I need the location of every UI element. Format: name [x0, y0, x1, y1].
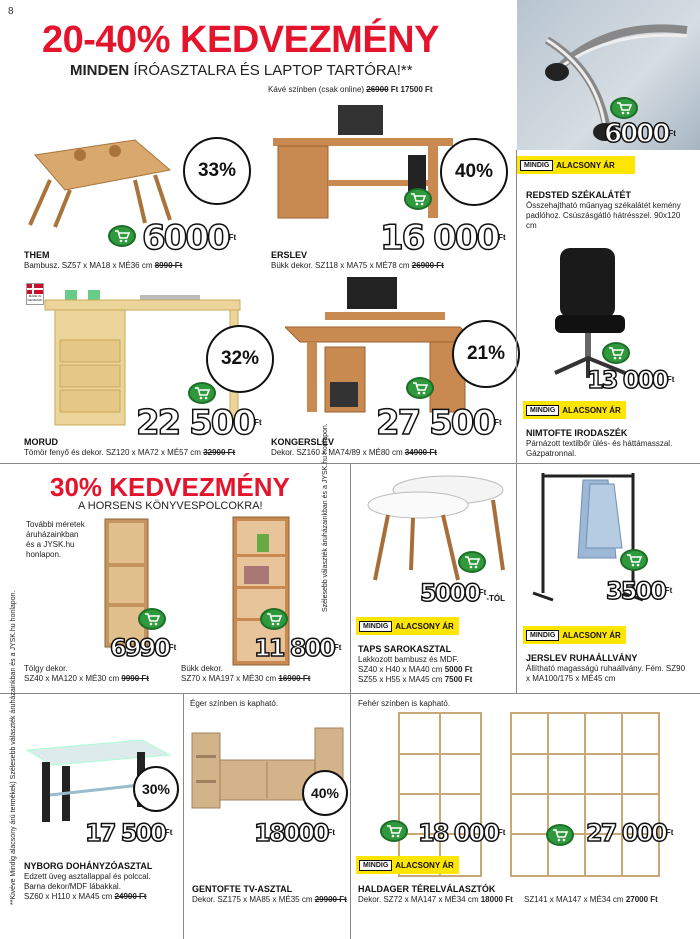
- erslev-desc: [271, 261, 444, 271]
- gentofte-note: Éger színben is kapható.: [190, 699, 279, 708]
- side-note-line: honlapon.: [26, 550, 62, 559]
- morud-old-price: 32900 Ft: [203, 448, 236, 457]
- haldager-b-image: [510, 712, 660, 877]
- them-dims: Bambusz. SZ57 x MA18 x MÉ36 cm: [24, 261, 155, 270]
- haldager-a-dims: Dekor. SZ72 x MA147 x MÉ34 cm: [358, 895, 481, 904]
- jerslev-price-value: 3500: [606, 577, 665, 605]
- cart-icon[interactable]: [404, 188, 432, 210]
- side-text-b: Szélesebb választék áruházainkban és a JYSK.hu honlapon.: [322, 423, 329, 612]
- gentofte-old-price: 29900 Ft: [314, 895, 347, 904]
- redsted-price-value: 6000: [604, 119, 669, 149]
- alacsony-label: ALACSONY ÁR: [395, 621, 454, 631]
- gentofte-discount: 40%: [310, 785, 340, 801]
- currency-label: Ft: [164, 828, 173, 837]
- alacsony-label: ALACSONY ÁR: [556, 160, 615, 170]
- mindig-label: MINDIG: [526, 630, 559, 641]
- currency-label: Ft: [665, 828, 674, 837]
- horsens-b-dims: SZ70 x MA197 x MÉ30 cm: [181, 674, 279, 683]
- horsens-b-old-price: 16900 Ft: [278, 674, 311, 683]
- divider: [183, 693, 184, 939]
- taps-price-1: 5000 Ft: [444, 665, 473, 674]
- haldager-b-price-text: 27000 Ft: [625, 895, 658, 904]
- erslev-price-value: 16 000: [380, 218, 499, 258]
- horsens-side-note: [26, 520, 96, 560]
- horsens-b-desc: [181, 664, 310, 684]
- erslev-dims: Bükk dekor. SZ118 x MA75 x MÉ78 cm: [271, 261, 412, 270]
- mindig-badge: [356, 856, 459, 874]
- horsens-b-material: Bükk dekor.: [181, 664, 223, 673]
- taps-price-2: 7500 Ft: [444, 675, 473, 684]
- jerslev-price: [606, 578, 672, 604]
- currency-label: Ft: [494, 418, 502, 427]
- them-old-price: 8990 Ft: [154, 261, 183, 270]
- currency-label: Ft: [254, 418, 262, 427]
- alacsony-label: ALACSONY ÁR: [562, 630, 621, 640]
- horsens-b-price: [254, 635, 341, 661]
- taps-name: TAPS SAROKASZTAL: [358, 644, 452, 654]
- them-price: [142, 220, 236, 256]
- haldager-a-price-text: 18000 Ft: [480, 895, 513, 904]
- currency-label: Ft: [498, 233, 506, 242]
- erslev-old-price: 26900 Ft: [411, 261, 444, 270]
- mindig-badge: [523, 626, 626, 644]
- jerslev-desc: Állítható magasságú ruhaállvány. Fém. SZ90 x MA100/175 x MÉ45 cm: [526, 664, 686, 683]
- redsted-name: REDSTED SZÉKALÁTÉT: [526, 190, 632, 200]
- gentofte-price-value: 18000: [254, 819, 328, 847]
- nimtofte-image: [545, 243, 645, 383]
- gentofte-dims: Dekor. SZ175 x MA85 x MÉ35 cm: [192, 895, 315, 904]
- side-text-a: **Kivéve Mindig alacsony árú termékek) Szélesebb választék áruházainkban és a JYSK.hu honlapon.: [10, 590, 17, 905]
- them-discount: 33%: [197, 160, 237, 181]
- cart-icon[interactable]: [138, 608, 166, 630]
- morud-price-value: 22 500: [136, 403, 255, 443]
- them-image: [25, 135, 175, 230]
- cart-icon[interactable]: [546, 824, 574, 846]
- them-discount-badge: [183, 137, 251, 205]
- currency-label: Ft: [168, 643, 177, 652]
- morud-discount: 32%: [220, 348, 260, 369]
- horsens-a-image: [104, 518, 149, 648]
- them-name: THEM: [24, 250, 50, 260]
- page-subtitle: [70, 62, 470, 80]
- erslev-name: ERSLEV: [271, 250, 308, 260]
- haldager-name: HALDAGER TÉRELVÁLASZTÓK: [358, 884, 496, 894]
- erslev-discount: 40%: [454, 161, 494, 182]
- morud-desc: [24, 448, 235, 458]
- erslev-discount-badge: [440, 138, 508, 206]
- currency-label: Ft: [497, 828, 506, 837]
- gentofte-discount-badge: [302, 770, 348, 816]
- nyborg-discount: 30%: [141, 781, 171, 797]
- nyborg-desc-2: Barna dekor/MDF lábakkal.: [24, 882, 121, 891]
- haldager-a-price-value: 18 000: [418, 819, 498, 847]
- currency-label: Ft: [666, 375, 675, 384]
- from-label: -TÓL: [486, 594, 506, 603]
- currency-label: Ft: [333, 643, 342, 652]
- haldager-a-image: [398, 712, 482, 877]
- gentofte-price: [254, 820, 335, 846]
- cart-icon[interactable]: [610, 97, 638, 119]
- jerslev-name: JERSLEV RUHAÁLLVÁNY: [526, 653, 638, 663]
- kongerslev-image: [285, 272, 475, 422]
- mindig-badge: [356, 617, 459, 635]
- currency-label: Ft: [478, 588, 487, 597]
- mindig-label: MINDIG: [359, 621, 392, 632]
- currency-label: Ft: [327, 828, 336, 837]
- nyborg-name: NYBORG DOHÁNYZÓASZTAL: [24, 861, 153, 871]
- subtitle-rest: ÍRÓASZTALRA ÉS LAPTOP TARTÓRA!**: [129, 62, 413, 79]
- cart-icon[interactable]: [602, 342, 630, 364]
- horsens-a-price-value: 6990: [110, 634, 169, 662]
- page-title: 20-40% KEDVEZMÉNY: [42, 19, 439, 61]
- kongerslev-dims: Dekor. SZ160 x MA74/89 x MÉ80 cm: [271, 448, 405, 457]
- subtitle-bold: MINDEN: [70, 62, 130, 79]
- taps-size-1: SZ40 x H40 x MA40 cm: [358, 665, 445, 674]
- side-note-line: áruházainkban: [26, 530, 79, 539]
- nimtofte-desc: Párnázott textilbőr ülés- és háttámasszal. Gázpatronnal.: [526, 439, 673, 458]
- mindig-label: MINDIG: [526, 405, 559, 416]
- divider: [350, 463, 351, 939]
- morud-name: MORUD: [24, 437, 58, 447]
- nyborg-dims: SZ60 x H110 x MA45 cm: [24, 892, 115, 901]
- horsens-a-desc: [24, 664, 149, 684]
- haldager-a-desc: [358, 895, 513, 905]
- nyborg-old-price: 24900 Ft: [114, 892, 147, 901]
- horsens-title: 30% KEDVEZMÉNY: [50, 472, 290, 502]
- divider: [0, 693, 700, 694]
- redsted-desc: Összehajtható műanyag székalátét kemény padlóhoz. Csúszásgátló hátrésszel. 90x120 cm: [526, 201, 681, 230]
- haldager-b-dims: SZ141 x MA147 x MÉ34 cm: [524, 895, 626, 904]
- taps-image: [363, 470, 508, 585]
- kongerslev-name: KONGERSLEV: [271, 437, 335, 447]
- nyborg-desc-1: Edzett üveg asztallappal és polccal.: [24, 872, 151, 881]
- horsens-a-price: [110, 635, 176, 661]
- kongerslev-old-price: 34900 Ft: [404, 448, 437, 457]
- haldager-a-price: [418, 820, 505, 846]
- taps-price: [420, 580, 505, 612]
- cart-icon[interactable]: [620, 549, 648, 571]
- color-note: Kávé színben (csak online) 26900 Ft 17500 Ft: [268, 85, 433, 94]
- nyborg-price: [85, 820, 172, 846]
- currency-label: Ft: [664, 586, 673, 595]
- nyborg-desc: [24, 872, 151, 902]
- horsens-b-price-value: 11 800: [254, 634, 334, 662]
- kongerslev-discount-badge: [452, 320, 520, 388]
- kongerslev-price: [376, 405, 502, 441]
- horsens-subtitle: A HORSENS KÖNYVESPOLCOKRA!: [78, 500, 263, 512]
- kongerslev-discount: 21%: [466, 343, 506, 364]
- page-number: 8: [8, 6, 14, 17]
- horsens-a-old-price: 9990 Ft: [121, 674, 149, 683]
- haldager-b-price: [586, 820, 673, 846]
- taps-desc: [358, 655, 472, 685]
- nyborg-price-value: 17 500: [85, 819, 165, 847]
- divider: [516, 150, 517, 463]
- haldager-b-price-value: 27 000: [586, 819, 666, 847]
- nimtofte-price-value: 13 000: [587, 366, 667, 394]
- them-desc: [24, 261, 182, 271]
- mindig-label: MINDIG: [520, 160, 553, 171]
- haldager-note: Fehér színben is kapható.: [358, 699, 451, 708]
- divider: [516, 463, 517, 693]
- kongerslev-price-value: 27 500: [376, 403, 495, 443]
- morud-dims: Tömör fenyő és dekor. SZ120 x MA72 x MÉ57 cm: [24, 448, 204, 457]
- cart-icon[interactable]: [458, 551, 486, 573]
- morud-discount-badge: [206, 325, 274, 393]
- gentofte-name: GENTOFTE TV-ASZTAL: [192, 884, 293, 894]
- mindig-badge: [517, 156, 635, 174]
- haldager-b-desc: [524, 895, 658, 905]
- redsted-price: [604, 120, 676, 148]
- gentofte-desc: [192, 895, 347, 905]
- side-note-line: További méretek: [26, 520, 85, 529]
- made-in-denmark-text: MADE IN DENMARK: [27, 294, 43, 302]
- horsens-a-material: Tölgy dekor.: [24, 664, 68, 673]
- cart-icon[interactable]: [406, 377, 434, 399]
- cart-icon[interactable]: [108, 225, 136, 247]
- taps-size-2: SZ55 x H55 x MA45 cm: [358, 675, 445, 684]
- cart-icon[interactable]: [380, 820, 408, 842]
- mindig-badge: [523, 401, 626, 419]
- taps-price-value: 5000: [420, 579, 479, 607]
- cart-icon[interactable]: [260, 608, 288, 630]
- mindig-label: MINDIG: [359, 860, 392, 871]
- side-note-line: és a JYSK.hu: [26, 540, 75, 549]
- erslev-price: [380, 220, 506, 256]
- nimtofte-name: NIMTOFTE IRODASZÉK: [526, 428, 628, 438]
- horsens-a-dims: SZ40 x MA120 x MÉ30 cm: [24, 674, 122, 683]
- nimtofte-price: [587, 367, 674, 393]
- them-price-value: 6000: [142, 218, 229, 258]
- nyborg-discount-badge: [133, 766, 179, 812]
- kongerslev-desc: [271, 448, 437, 458]
- morud-price: [136, 405, 262, 441]
- currency-label: Ft: [668, 129, 676, 138]
- cart-icon[interactable]: [188, 382, 216, 404]
- alacsony-label: ALACSONY ÁR: [395, 860, 454, 870]
- currency-label: Ft: [228, 233, 237, 242]
- alacsony-label: ALACSONY ÁR: [562, 405, 621, 415]
- taps-material: Lakkozott bambusz és MDF.: [358, 655, 459, 664]
